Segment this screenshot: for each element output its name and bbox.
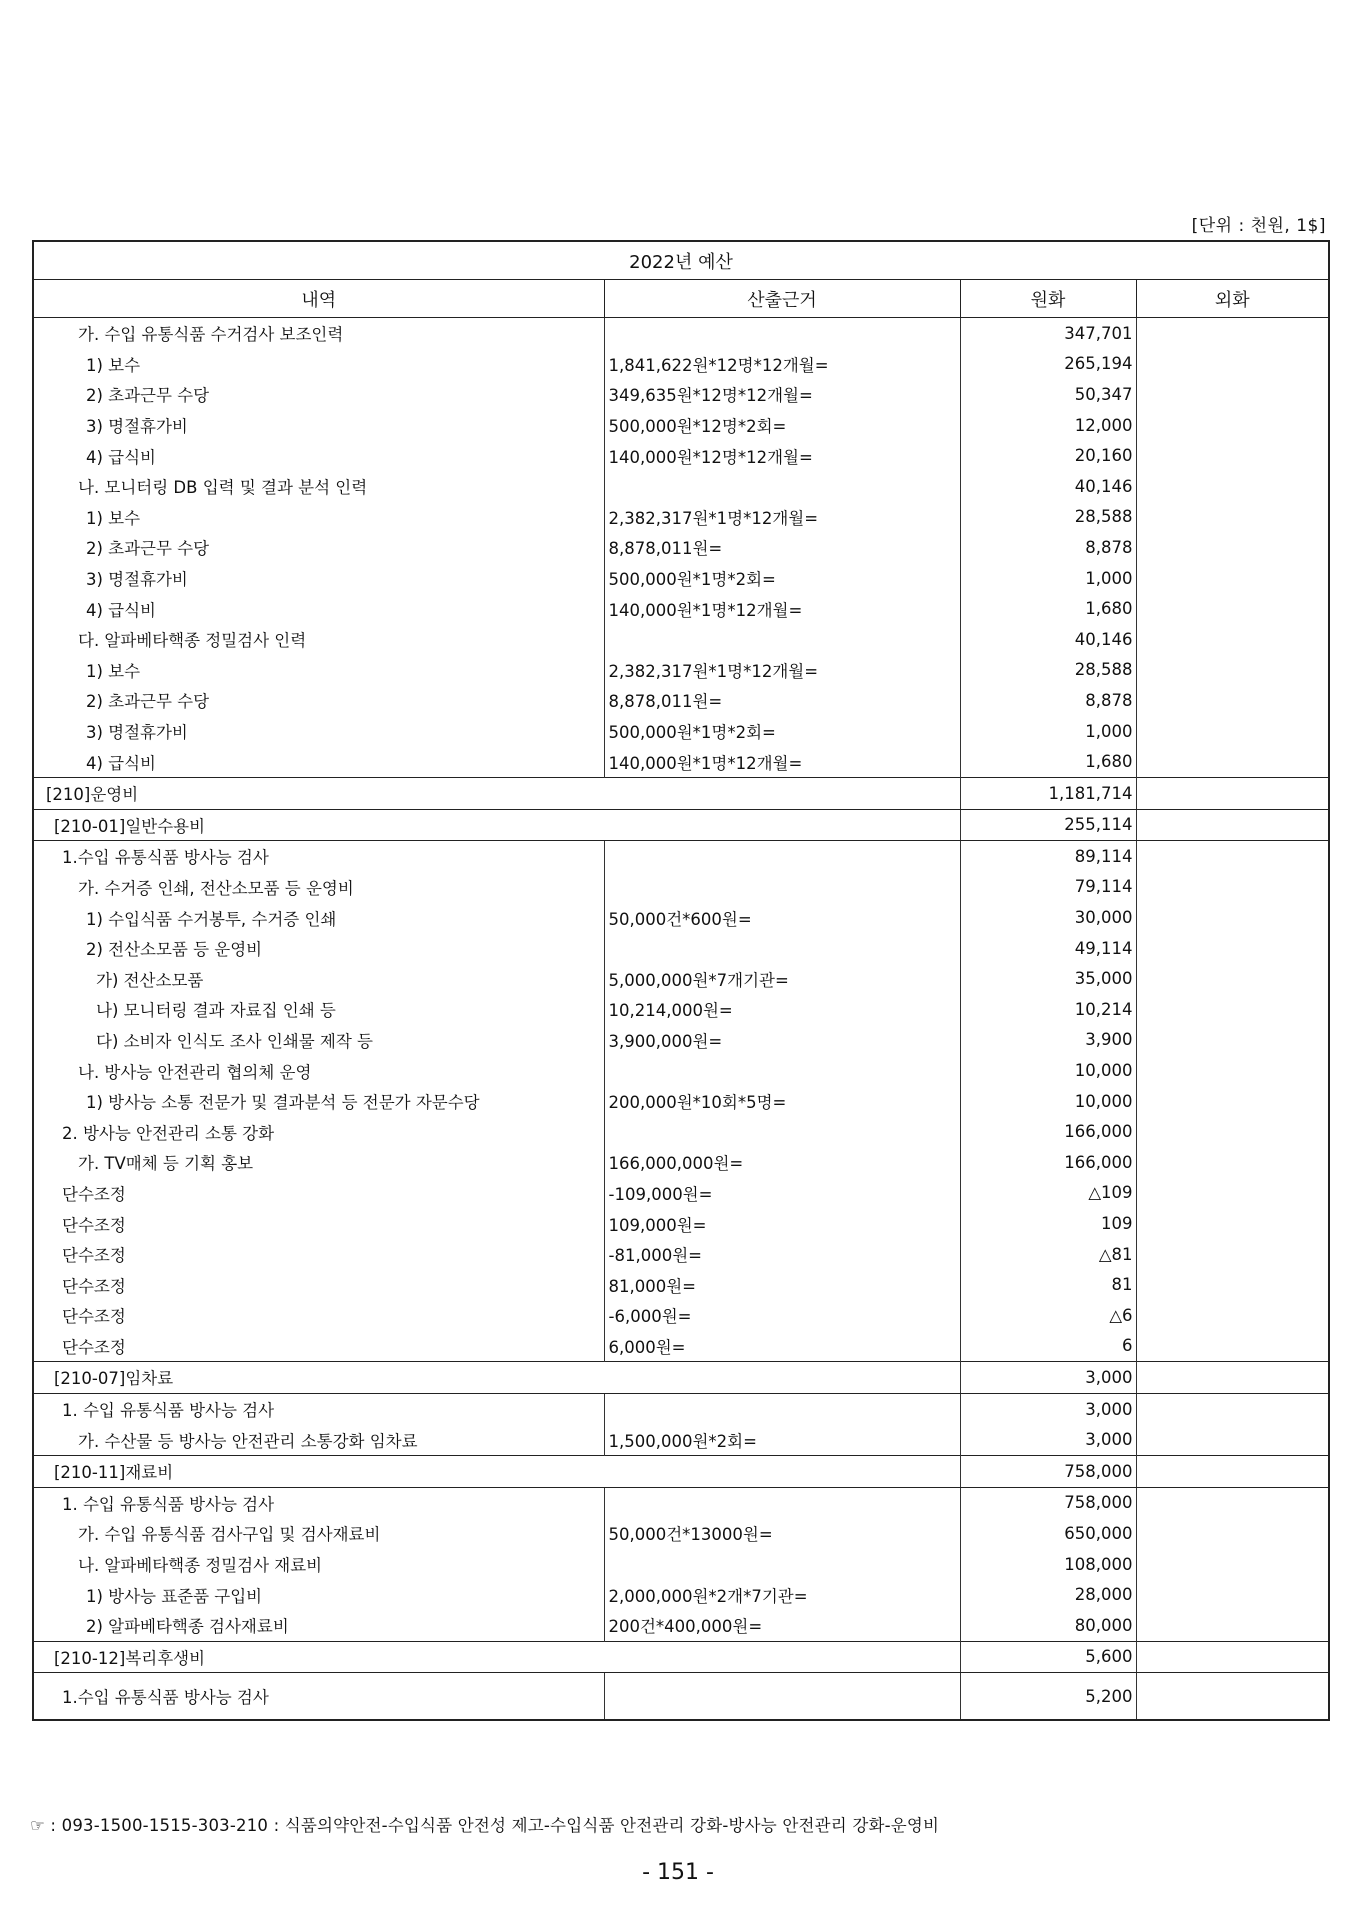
row-krw: △109 xyxy=(960,1178,1136,1209)
row-foreign xyxy=(1136,716,1329,747)
row-foreign xyxy=(1136,1239,1329,1270)
row-description: 1) 수입식품 수거봉투, 수거증 인쇄 xyxy=(33,902,604,933)
row-basis xyxy=(604,933,960,964)
row-krw: 1,181,714 xyxy=(960,777,1136,809)
section-row xyxy=(33,1362,1329,1394)
row-description: 1.수입 유통식품 방사능 검사 xyxy=(33,1673,604,1721)
row-basis: -6,000원= xyxy=(604,1300,960,1331)
table-row xyxy=(33,872,1329,903)
row-krw: 108,000 xyxy=(960,1549,1136,1580)
table-row xyxy=(33,624,1329,655)
row-foreign xyxy=(1136,841,1329,872)
row-krw: 10,000 xyxy=(960,1086,1136,1117)
row-description: [210-01]일반수용비 xyxy=(33,809,960,841)
row-basis: 81,000원= xyxy=(604,1269,960,1300)
row-krw: △81 xyxy=(960,1239,1136,1270)
row-foreign xyxy=(1136,1147,1329,1178)
row-description: 3) 명절휴가비 xyxy=(33,410,604,441)
table-row xyxy=(33,841,1329,872)
row-foreign xyxy=(1136,1300,1329,1331)
section-row xyxy=(33,809,1329,841)
row-basis xyxy=(604,1673,960,1721)
row-foreign xyxy=(1136,593,1329,624)
row-description: 1) 보수 xyxy=(33,349,604,380)
row-basis: 2,382,317원*1명*12개월= xyxy=(604,655,960,686)
row-description: 3) 명절휴가비 xyxy=(33,716,604,747)
row-krw: 1,680 xyxy=(960,593,1136,624)
row-basis: 200,000원*10회*5명= xyxy=(604,1086,960,1117)
section-row xyxy=(33,777,1329,809)
row-basis: 109,000원= xyxy=(604,1208,960,1239)
row-krw: 1,000 xyxy=(960,716,1136,747)
row-krw: 28,588 xyxy=(960,502,1136,533)
row-krw: 79,114 xyxy=(960,872,1136,903)
row-foreign xyxy=(1136,1178,1329,1209)
row-krw: 166,000 xyxy=(960,1147,1136,1178)
row-krw: 30,000 xyxy=(960,902,1136,933)
row-description: 가. TV매체 등 기획 홍보 xyxy=(33,1147,604,1178)
row-basis: 140,000원*1명*12개월= xyxy=(604,746,960,777)
row-description: 다) 소비자 인식도 조사 인쇄물 제작 등 xyxy=(33,1025,604,1056)
table-row xyxy=(33,655,1329,686)
footnote: ☞ : 093-1500-1515-303-210 : 식품의약안전-수입식품 안전성 제고-수입식품 안전관리 강화-방사능 안전관리 강화-운영비 xyxy=(30,1816,940,1835)
page-number: - 151 - xyxy=(642,1860,714,1885)
table-row xyxy=(33,994,1329,1025)
row-basis xyxy=(604,1549,960,1580)
table-row xyxy=(33,1393,1329,1424)
table-row xyxy=(33,532,1329,563)
row-krw: 20,160 xyxy=(960,440,1136,471)
row-description: 2) 알파베타핵종 검사재료비 xyxy=(33,1610,604,1641)
row-foreign xyxy=(1136,440,1329,471)
row-krw: 80,000 xyxy=(960,1610,1136,1641)
row-basis: 500,000원*1명*2회= xyxy=(604,716,960,747)
row-foreign xyxy=(1136,624,1329,655)
row-foreign xyxy=(1136,1455,1329,1487)
table-row xyxy=(33,1518,1329,1549)
table-row xyxy=(33,902,1329,933)
row-description: 4) 급식비 xyxy=(33,746,604,777)
row-basis: 50,000건*13000원= xyxy=(604,1518,960,1549)
row-description: 2. 방사능 안전관리 소통 강화 xyxy=(33,1116,604,1147)
row-basis: 2,382,317원*1명*12개월= xyxy=(604,502,960,533)
row-krw: 50,347 xyxy=(960,379,1136,410)
row-description: 다. 알파베타핵종 정밀검사 인력 xyxy=(33,624,604,655)
row-basis xyxy=(604,841,960,872)
row-krw: △6 xyxy=(960,1300,1136,1331)
table-row xyxy=(33,1086,1329,1117)
row-krw: 10,000 xyxy=(960,1055,1136,1086)
row-krw: 8,878 xyxy=(960,685,1136,716)
row-krw: 35,000 xyxy=(960,963,1136,994)
row-description: 1. 수입 유통식품 방사능 검사 xyxy=(33,1487,604,1518)
row-krw: 6 xyxy=(960,1331,1136,1362)
row-krw: 89,114 xyxy=(960,841,1136,872)
row-krw: 28,588 xyxy=(960,655,1136,686)
row-krw: 28,000 xyxy=(960,1579,1136,1610)
row-description: [210-11]재료비 xyxy=(33,1455,960,1487)
row-description: 단수조정 xyxy=(33,1208,604,1239)
row-foreign xyxy=(1136,963,1329,994)
row-foreign xyxy=(1136,1025,1329,1056)
row-description: 가) 전산소모품 xyxy=(33,963,604,994)
row-basis: 500,000원*1명*2회= xyxy=(604,563,960,594)
row-krw: 3,000 xyxy=(960,1424,1136,1455)
row-basis: -109,000원= xyxy=(604,1178,960,1209)
table-row xyxy=(33,318,1329,349)
row-krw: 3,000 xyxy=(960,1393,1136,1424)
row-basis: 10,214,000원= xyxy=(604,994,960,1025)
table-row xyxy=(33,1055,1329,1086)
unit-label: [단위 : 천원, 1$] xyxy=(1191,216,1326,236)
row-foreign xyxy=(1136,1362,1329,1394)
table-row xyxy=(33,563,1329,594)
row-description: [210]운영비 xyxy=(33,777,960,809)
row-krw: 3,900 xyxy=(960,1025,1136,1056)
row-description: 2) 초과근무 수당 xyxy=(33,532,604,563)
row-basis: 2,000,000원*2개*7기관= xyxy=(604,1579,960,1610)
row-krw: 347,701 xyxy=(960,318,1136,349)
row-description: 1.수입 유통식품 방사능 검사 xyxy=(33,841,604,872)
row-foreign xyxy=(1136,1331,1329,1362)
row-foreign xyxy=(1136,1487,1329,1518)
row-krw: 758,000 xyxy=(960,1487,1136,1518)
row-basis xyxy=(604,1116,960,1147)
row-basis: 1,500,000원*2회= xyxy=(604,1424,960,1455)
table-row xyxy=(33,1673,1329,1721)
table-row xyxy=(33,502,1329,533)
row-description: 단수조정 xyxy=(33,1269,604,1300)
table-row xyxy=(33,963,1329,994)
row-foreign xyxy=(1136,532,1329,563)
table-row xyxy=(33,379,1329,410)
row-description: [210-07]임차료 xyxy=(33,1362,960,1394)
row-basis: 8,878,011원= xyxy=(604,685,960,716)
row-description: 가. 수산물 등 방사능 안전관리 소통강화 임차료 xyxy=(33,1424,604,1455)
row-description: 가. 수입 유통식품 수거검사 보조인력 xyxy=(33,318,604,349)
row-basis: 1,841,622원*12명*12개월= xyxy=(604,349,960,380)
row-basis xyxy=(604,1055,960,1086)
row-foreign xyxy=(1136,994,1329,1025)
row-foreign xyxy=(1136,655,1329,686)
row-basis: 140,000원*12명*12개월= xyxy=(604,440,960,471)
row-foreign xyxy=(1136,1269,1329,1300)
table-row xyxy=(33,933,1329,964)
table-row xyxy=(33,1269,1329,1300)
row-description: 나. 알파베타핵종 정밀검사 재료비 xyxy=(33,1549,604,1580)
row-description: 단수조정 xyxy=(33,1239,604,1270)
row-krw: 265,194 xyxy=(960,349,1136,380)
budget-table xyxy=(32,240,1330,1721)
row-foreign xyxy=(1136,349,1329,380)
row-foreign xyxy=(1136,746,1329,777)
row-krw: 12,000 xyxy=(960,410,1136,441)
row-basis: 8,878,011원= xyxy=(604,532,960,563)
row-krw: 109 xyxy=(960,1208,1136,1239)
table-row xyxy=(33,1116,1329,1147)
header-description: 내역 xyxy=(33,280,604,318)
row-krw: 10,214 xyxy=(960,994,1136,1025)
row-description: 나. 모니터링 DB 입력 및 결과 분석 인력 xyxy=(33,471,604,502)
row-basis: -81,000원= xyxy=(604,1239,960,1270)
row-foreign xyxy=(1136,471,1329,502)
row-krw: 1,680 xyxy=(960,746,1136,777)
row-foreign xyxy=(1136,777,1329,809)
table-row xyxy=(33,471,1329,502)
row-foreign xyxy=(1136,1610,1329,1641)
header-foreign: 외화 xyxy=(1136,280,1329,318)
row-description: 가. 수입 유통식품 검사구입 및 검사재료비 xyxy=(33,1518,604,1549)
row-foreign xyxy=(1136,1208,1329,1239)
row-foreign xyxy=(1136,1579,1329,1610)
row-description: 2) 초과근무 수당 xyxy=(33,379,604,410)
row-basis xyxy=(604,1393,960,1424)
table-row xyxy=(33,1025,1329,1056)
row-foreign xyxy=(1136,1086,1329,1117)
row-description: [210-12]복리후생비 xyxy=(33,1641,960,1673)
row-krw: 255,114 xyxy=(960,809,1136,841)
row-krw: 5,200 xyxy=(960,1673,1136,1721)
row-basis: 50,000건*600원= xyxy=(604,902,960,933)
table-row xyxy=(33,1331,1329,1362)
row-description: 가. 수거증 인쇄, 전산소모품 등 운영비 xyxy=(33,872,604,903)
row-basis xyxy=(604,872,960,903)
row-description: 1) 보수 xyxy=(33,502,604,533)
row-basis: 6,000원= xyxy=(604,1331,960,1362)
row-krw: 758,000 xyxy=(960,1455,1136,1487)
row-krw: 3,000 xyxy=(960,1362,1136,1394)
row-description: 3) 명절휴가비 xyxy=(33,563,604,594)
row-foreign xyxy=(1136,872,1329,903)
row-description: 2) 초과근무 수당 xyxy=(33,685,604,716)
table-row xyxy=(33,1300,1329,1331)
row-foreign xyxy=(1136,1424,1329,1455)
row-basis: 166,000,000원= xyxy=(604,1147,960,1178)
row-foreign xyxy=(1136,1518,1329,1549)
section-row xyxy=(33,1641,1329,1673)
table-body xyxy=(33,318,1329,1721)
table-row xyxy=(33,1610,1329,1641)
row-description: 단수조정 xyxy=(33,1300,604,1331)
section-row xyxy=(33,1455,1329,1487)
row-description: 4) 급식비 xyxy=(33,440,604,471)
row-foreign xyxy=(1136,685,1329,716)
row-krw: 5,600 xyxy=(960,1641,1136,1673)
row-basis: 140,000원*1명*12개월= xyxy=(604,593,960,624)
row-krw: 8,878 xyxy=(960,532,1136,563)
row-description: 단수조정 xyxy=(33,1331,604,1362)
row-foreign xyxy=(1136,933,1329,964)
row-foreign xyxy=(1136,1116,1329,1147)
row-foreign xyxy=(1136,1673,1329,1721)
table-row xyxy=(33,746,1329,777)
row-description: 1. 수입 유통식품 방사능 검사 xyxy=(33,1393,604,1424)
row-basis: 5,000,000원*7개기관= xyxy=(604,963,960,994)
row-foreign xyxy=(1136,1055,1329,1086)
row-krw: 166,000 xyxy=(960,1116,1136,1147)
row-krw: 49,114 xyxy=(960,933,1136,964)
table-row xyxy=(33,1239,1329,1270)
row-foreign xyxy=(1136,1393,1329,1424)
table-row xyxy=(33,410,1329,441)
row-basis xyxy=(604,1487,960,1518)
row-foreign xyxy=(1136,809,1329,841)
table-row xyxy=(33,685,1329,716)
row-basis: 349,635원*12명*12개월= xyxy=(604,379,960,410)
row-foreign xyxy=(1136,1549,1329,1580)
table-row xyxy=(33,593,1329,624)
table-row xyxy=(33,1424,1329,1455)
table-row xyxy=(33,1579,1329,1610)
row-description: 1) 방사능 소통 전문가 및 결과분석 등 전문가 자문수당 xyxy=(33,1086,604,1117)
table-row xyxy=(33,1549,1329,1580)
header-krw: 원화 xyxy=(960,280,1136,318)
row-foreign xyxy=(1136,410,1329,441)
table-row xyxy=(33,1147,1329,1178)
row-foreign xyxy=(1136,902,1329,933)
row-foreign xyxy=(1136,563,1329,594)
table-row xyxy=(33,1178,1329,1209)
row-description: 2) 전산소모품 등 운영비 xyxy=(33,933,604,964)
row-description: 4) 급식비 xyxy=(33,593,604,624)
row-basis xyxy=(604,471,960,502)
row-foreign xyxy=(1136,318,1329,349)
row-krw: 81 xyxy=(960,1269,1136,1300)
row-description: 나. 방사능 안전관리 협의체 운영 xyxy=(33,1055,604,1086)
row-description: 1) 방사능 표준품 구입비 xyxy=(33,1579,604,1610)
table-row xyxy=(33,440,1329,471)
row-foreign xyxy=(1136,502,1329,533)
row-krw: 40,146 xyxy=(960,471,1136,502)
table-title: 2022년 예산 xyxy=(33,241,1329,280)
row-basis: 3,900,000원= xyxy=(604,1025,960,1056)
table-row xyxy=(33,1208,1329,1239)
table-row xyxy=(33,349,1329,380)
row-description: 나) 모니터링 결과 자료집 인쇄 등 xyxy=(33,994,604,1025)
table-row xyxy=(33,1487,1329,1518)
row-foreign xyxy=(1136,379,1329,410)
row-krw: 40,146 xyxy=(960,624,1136,655)
table-row xyxy=(33,716,1329,747)
row-basis xyxy=(604,624,960,655)
row-description: 1) 보수 xyxy=(33,655,604,686)
row-krw: 1,000 xyxy=(960,563,1136,594)
row-foreign xyxy=(1136,1641,1329,1673)
row-basis: 200건*400,000원= xyxy=(604,1610,960,1641)
row-description: 단수조정 xyxy=(33,1178,604,1209)
header-basis: 산출근거 xyxy=(604,280,960,318)
row-basis: 500,000원*12명*2회= xyxy=(604,410,960,441)
row-krw: 650,000 xyxy=(960,1518,1136,1549)
row-basis xyxy=(604,318,960,349)
